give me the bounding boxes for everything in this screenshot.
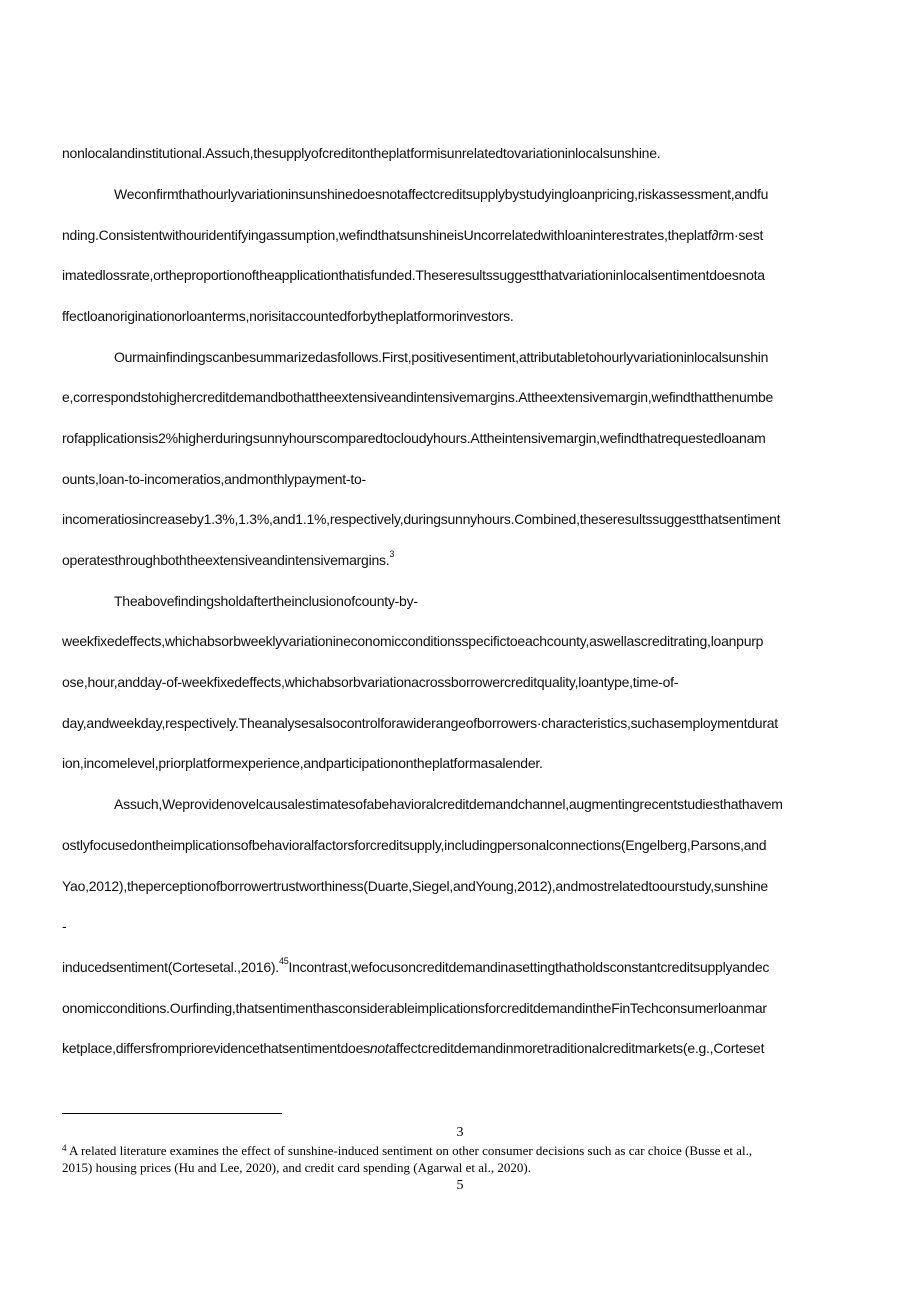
body-line-23: [62, 1039, 764, 1057]
footnote-ref-45: 45: [278, 956, 289, 967]
footnote-text-1: A related literature examines the effect of sunshine-induced sentiment on other consumer decisions such as car choice (Busse et al.,: [69, 1143, 753, 1158]
body-line-11: [62, 551, 394, 569]
body-line-15: day,andweekday,respectively.Theanalysesalsocontrolforawiderangeofborrowers·characteristics,suchasemploymentdurat: [62, 715, 778, 731]
footnote-line-2: 2015) housing prices (Hu and Lee, 2020), and credit card spending (Agarwal et al., 2020).: [62, 1160, 531, 1175]
body-line-22: onomicconditions.Ourfinding,thatsentimenthasconsiderableimplicationsforcreditdemandintheFinTechconsumerloanmar: [62, 1000, 767, 1016]
body-line-14: ose,hour,andday-of-weekfixedeffects,whichabsorbvariationacrossborrowercreditquality,loantype,time-of-: [62, 674, 679, 690]
body-line-6: Ourmainfindingscanbesummarizedasfollows.First,positivesentiment,attributabletohourlyvariationinlocalsunshin: [114, 349, 769, 365]
body-line-18: ostlyfocusedontheimplicationsofbehavioralfactorsforcreditsupply,includingpersonalconnections(Engelberg,Parsons,and: [62, 837, 767, 853]
body-line-11-text: operatesthroughboththeextensiveandintensivemargins.: [62, 552, 390, 568]
body-line-21-text-b: Incontrast,wefocusoncreditdemandinasettingthatholdsconstantcreditsupplyandec: [288, 959, 770, 975]
body-line-17: Assuch,Weprovidenovelcausalestimatesofabehavioralcreditdemandchannel,augmentingrecentstudiesthathavem: [114, 796, 783, 812]
body-line-21-text-a: inducedsentiment(Cortesetal.,2016).: [62, 959, 279, 975]
body-line-3: nding.Consistentwithouridentifyingassumption,wefindthatsunshineisUncorrelatedwithloaninterestrates,theplatf∂rm·sest: [62, 227, 764, 243]
body-line-2: Weconfirmthathourlyvariationinsunshinedoesnotaffectcreditsupplybystudyingloanpricing,riskassessment,andfu: [114, 186, 769, 202]
body-line-10: incomeratiosincreaseby1.3%,1.3%,and1.1%,respectively,duringsunnyhours.Combined,theseresultssuggestthatsentiment: [62, 511, 781, 527]
body-line-1: nonlocalandinstitutional.Assuch,thesupplyofcreditontheplatformisunrelatedtovariationinlocalsunshine.: [62, 145, 661, 161]
page-number-bottom: 5: [456, 1178, 464, 1193]
body-line-23-text-b: affectcreditdemandinmoretraditionalcreditmarkets(e.g.,Corteset: [388, 1040, 765, 1056]
body-line-13: weekfixedeffects,whichabsorbweeklyvariationineconomicconditionsspecifictoeachcounty,aswellascreditrating,loanpurp: [62, 633, 764, 649]
footnote-marker: 4: [62, 1143, 67, 1153]
body-line-8: rofapplicationsis2%higherduringsunnyhourscomparedtocloudyhours.Attheintensivemargin,wefindthatrequestedloanam: [62, 430, 766, 446]
footnote-separator: [62, 1113, 282, 1114]
body-line-5: ffectloanoriginationorloanterms,norisitaccountedforbytheplatformorinvestors.: [62, 308, 514, 324]
body-line-19: Yao,2012),theperceptionofborrowertrustworthiness(Duarte,Siegel,andYoung,2012),andmostrelatedtoourstudy,sunshine: [62, 878, 768, 894]
footnote-line-1: [62, 1143, 752, 1160]
body-line-4: imatedlossrate,ortheproportionoftheapplicationthatisfunded.Theseresultssuggestthatvariationinlocalsentimentdoesnota: [62, 267, 765, 283]
body-line-20: -: [62, 918, 67, 934]
body-line-21: [62, 958, 769, 976]
emphasis-not: not: [369, 1040, 389, 1056]
page-number-top: 3: [456, 1125, 464, 1140]
body-line-9: ounts,loan-to-incomeratios,andmonthlypayment-to-: [62, 471, 366, 487]
body-line-12: Theabovefindingsholdaftertheinclusionofcounty-by-: [114, 593, 418, 609]
body-line-23-text-a: ketplace,differsfrompriorevidencethatsentimentdoes: [62, 1040, 370, 1056]
body-line-16: ion,incomelevel,priorplatformexperience,andparticipationontheplatformasalender.: [62, 755, 543, 771]
body-line-7: e,correspondstohighercreditdemandbothattheextensiveandintensivemargins.Attheextensivemargin,wefindthatthenumbe: [62, 389, 774, 405]
footnote-ref-3: 3: [389, 549, 395, 560]
